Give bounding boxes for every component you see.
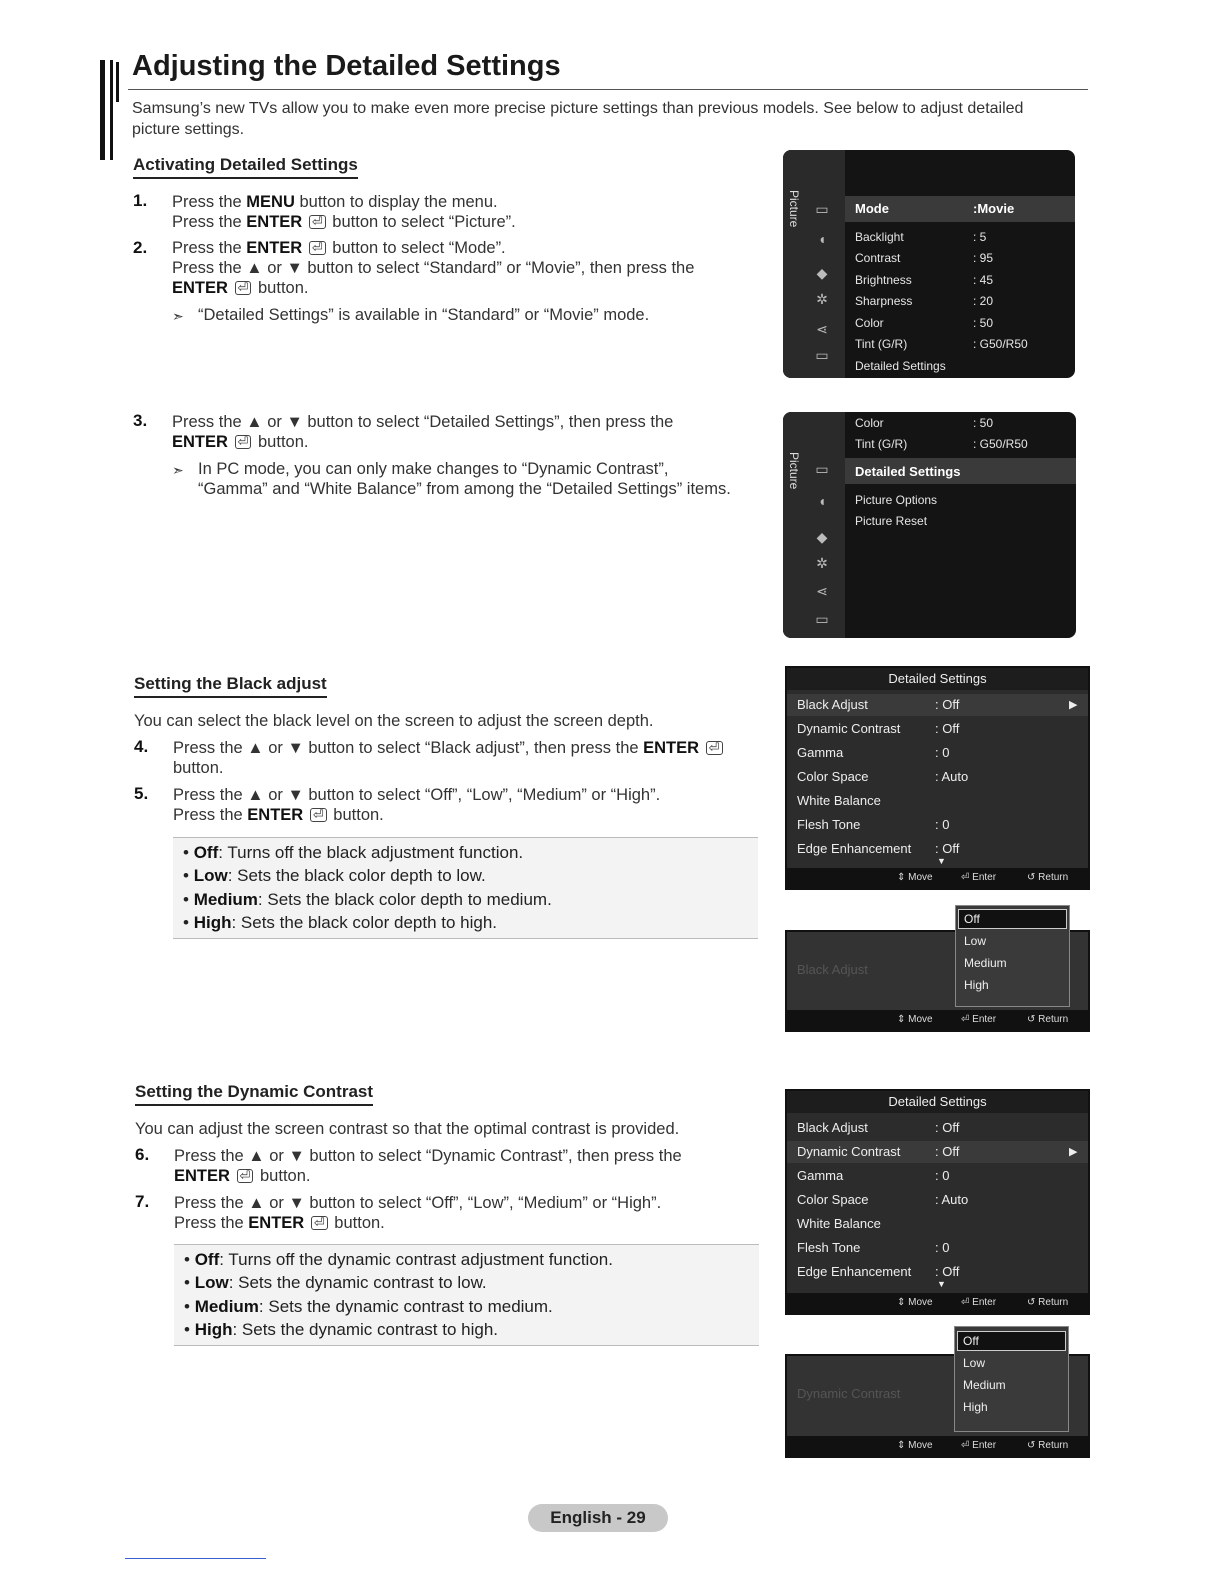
enter-icon: ⏎	[309, 215, 326, 229]
step-number: 2.	[133, 238, 148, 257]
note-detailed-available: “Detailed Settings” is available in “Standard” or “Movie” mode.	[198, 306, 650, 324]
sound-icon: ◖	[817, 493, 827, 509]
step1-line1: Press the MENU button to display the menu.	[172, 193, 498, 211]
detail-row-label[interactable]: Gamma	[797, 1168, 844, 1183]
option-dropdown[interactable]	[954, 1326, 1069, 1432]
menu-row-value: : 50	[973, 416, 994, 430]
faded-row-label: Black Adjust	[797, 962, 868, 977]
step7-line2: Press the ENTER ⏎ button.	[174, 1214, 385, 1232]
picture-menu-screenshot-1	[783, 150, 1075, 378]
menu-row-value: : G50/R50	[973, 337, 1028, 351]
detailed-settings-title: Detailed Settings	[787, 668, 1088, 690]
step5-line2: Press the ENTER ⏎ button.	[173, 806, 384, 824]
menu-row-label[interactable]: Color	[855, 416, 884, 430]
picture-icon: ▭	[815, 461, 829, 477]
enter-hint: ⏎ Enter	[961, 1014, 997, 1025]
picture-menu-screenshot-2	[783, 412, 1076, 638]
move-hint: ⇕ Move	[897, 1014, 933, 1025]
detail-row-label[interactable]: White Balance	[797, 1216, 881, 1231]
option-item[interactable]: Medium	[963, 1378, 1006, 1392]
step2-line2: Press the ▲ or ▼ button to select “Standard” or “Movie”, then press the	[172, 259, 695, 277]
step-number: 4.	[134, 737, 149, 756]
detail-row-value: : 0	[935, 1168, 950, 1183]
step4-line1: Press the ▲ or ▼ button to select “Black adjust”, then press the ENTER ⏎	[173, 738, 725, 758]
black-adjust-intro: You can select the black level on the screen to adjust the screen depth.	[134, 712, 654, 730]
menu-row-value: : 95	[973, 251, 994, 265]
detail-row-label[interactable]: Edge Enhancement	[797, 1264, 912, 1279]
detail-row-value: : 0	[935, 1240, 950, 1255]
page-number: English - 29	[528, 1504, 668, 1532]
detail-row-label[interactable]: Edge Enhancement	[797, 841, 912, 856]
detailed-settings-screenshot-2	[785, 1089, 1090, 1315]
enter-hint: ⏎ Enter	[961, 1297, 997, 1308]
bullet-item: • Off: Turns off the dynamic contrast adjustment function.	[184, 1250, 613, 1269]
detail-row-value: : Off	[935, 1264, 960, 1279]
input-icon: ⋖	[816, 583, 828, 599]
channel-icon: ◆	[816, 529, 828, 545]
return-hint: ↺ Return	[1027, 1440, 1069, 1451]
setup-icon: ✲	[816, 555, 828, 571]
detail-row-value: : Off	[935, 697, 960, 712]
detail-row-label[interactable]: Black Adjust	[797, 697, 868, 712]
detail-row-value: : Off	[935, 841, 960, 856]
menu-sidebar	[783, 412, 845, 638]
note-pc-mode-2: “Gamma” and “White Balance” from among the “Detailed Settings” items.	[198, 480, 731, 498]
menu-tab-label: Picture	[787, 190, 801, 228]
menu-row-label[interactable]: Mode	[855, 201, 889, 216]
step2-line3: ENTER ⏎ button.	[172, 279, 309, 297]
menu-row-label[interactable]: Sharpness	[855, 294, 913, 308]
option-item[interactable]: Low	[964, 934, 987, 948]
option-dropdown[interactable]	[955, 905, 1070, 1007]
return-hint: ↺ Return	[1027, 1297, 1069, 1308]
step6-line2: ENTER ⏎ button.	[174, 1167, 311, 1185]
detail-footer	[787, 868, 1088, 888]
step-number: 1.	[133, 191, 148, 210]
right-arrow-icon: ▶	[1069, 699, 1078, 711]
step2-line1: Press the ENTER ⏎ button to select “Mode”.	[172, 239, 506, 257]
detail-row-label[interactable]: Flesh Tone	[797, 1240, 861, 1255]
step7-line1: Press the ▲ or ▼ button to select “Off”, “Low”, “Medium” or “High”.	[174, 1194, 662, 1212]
detail-row-label[interactable]: Black Adjust	[797, 1120, 868, 1135]
bullet-item: • Medium: Sets the black color depth to medium.	[183, 890, 552, 909]
menu-row-label[interactable]: Tint (G/R)	[855, 337, 908, 351]
menu-sidebar	[783, 150, 845, 378]
step-number: 7.	[135, 1192, 150, 1211]
detail-row-label[interactable]: Dynamic Contrast	[797, 1144, 901, 1159]
step-number: 3.	[133, 411, 148, 430]
footer-line	[125, 1558, 266, 1559]
detail-row-label[interactable]: Gamma	[797, 745, 844, 760]
enter-icon: ⏎	[235, 435, 252, 449]
detail-footer	[787, 1293, 1088, 1313]
menu-row-value: : 5	[973, 230, 987, 244]
menu-row-label[interactable]: Brightness	[855, 273, 912, 287]
menu-row-label[interactable]: Color	[855, 316, 884, 330]
margin-bar-small	[116, 62, 119, 102]
enter-icon: ⏎	[311, 1216, 328, 1230]
scroll-down-icon: ▼	[937, 856, 946, 866]
option-item[interactable]: High	[964, 978, 989, 992]
bullet-item: • Low: Sets the black color depth to low.	[183, 866, 486, 885]
menu-row-value: : G50/R50	[973, 437, 1028, 451]
detail-row-value: : Auto	[935, 769, 969, 784]
menu-row-value: : 45	[973, 273, 994, 287]
page-title: Adjusting the Detailed Settings	[132, 50, 561, 82]
detail-row-label[interactable]: White Balance	[797, 793, 881, 808]
margin-bar-thin	[110, 60, 113, 160]
channel-icon: ◆	[816, 265, 828, 281]
margin-bar-thick	[100, 60, 105, 160]
bullet-item: • Medium: Sets the dynamic contrast to medium.	[184, 1297, 553, 1316]
detail-footer	[787, 1436, 1088, 1456]
picture-icon: ▭	[815, 201, 829, 217]
option-item[interactable]: Off	[963, 1334, 979, 1348]
menu-row-label[interactable]: Contrast	[855, 251, 901, 265]
detail-row-value: : 0	[935, 745, 950, 760]
enter-hint: ⏎ Enter	[961, 872, 997, 883]
enter-icon: ⏎	[706, 741, 723, 755]
step5-line1: Press the ▲ or ▼ button to select “Off”, “Low”, “Medium” or “High”.	[173, 786, 661, 804]
step6-line1: Press the ▲ or ▼ button to select “Dynamic Contrast”, then press the	[174, 1147, 682, 1165]
detail-row-value: : Auto	[935, 1192, 969, 1207]
detail-row-label[interactable]: Color Space	[797, 1192, 869, 1207]
right-arrow-icon: ▶	[1069, 1146, 1078, 1158]
option-item[interactable]: Low	[963, 1356, 986, 1370]
intro-text: Samsung’s new TVs allow you to make even more precise picture settings than previous models. See below to adjust detailed picture settings.	[132, 100, 1024, 138]
menu-row-label[interactable]: Picture Options	[855, 493, 938, 507]
return-hint: ↺ Return	[1027, 872, 1069, 883]
detailed-settings-screenshot-1	[785, 666, 1090, 890]
faded-row-label: Dynamic Contrast	[797, 1386, 901, 1401]
enter-icon: ⏎	[310, 808, 327, 822]
menu-tab-label: Picture	[787, 452, 801, 490]
application-icon: ▭	[815, 347, 829, 363]
menu-row-label[interactable]: Detailed Settings	[855, 359, 946, 373]
enter-hint: ⏎ Enter	[961, 1440, 997, 1451]
menu-row-label[interactable]: Detailed Settings	[855, 464, 961, 479]
application-icon: ▭	[815, 611, 829, 627]
detail-row-value: : Off	[935, 721, 960, 736]
step1-line2: Press the ENTER ⏎ button to select “Picture”.	[172, 213, 516, 231]
menu-row-label[interactable]: Tint (G/R)	[855, 437, 908, 451]
dynamic-contrast-intro: You can adjust the screen contrast so that the optimal contrast is provided.	[135, 1120, 680, 1138]
note-icon: ➣	[172, 462, 184, 478]
option-item[interactable]: High	[963, 1400, 988, 1414]
move-hint: ⇕ Move	[897, 1297, 933, 1308]
detailed-settings-title: Detailed Settings	[787, 1091, 1088, 1113]
option-item[interactable]: Medium	[964, 956, 1007, 970]
option-item[interactable]: Off	[964, 912, 980, 926]
dynamic-contrast-heading: Setting the Dynamic Contrast	[135, 1082, 373, 1106]
input-icon: ⋖	[816, 321, 828, 337]
bullet-item: • Off: Turns off the black adjustment function.	[183, 843, 524, 862]
menu-row-value: : 50	[973, 316, 994, 330]
bullet-item: • Low: Sets the dynamic contrast to low.	[184, 1273, 487, 1292]
return-hint: ↺ Return	[1027, 1014, 1069, 1025]
step3-line2: ENTER ⏎ button.	[172, 433, 309, 451]
step3-line1: Press the ▲ or ▼ button to select “Detailed Settings”, then press the	[172, 413, 674, 431]
step-number: 5.	[134, 784, 149, 803]
bullet-item: • High: Sets the dynamic contrast to high.	[184, 1320, 498, 1339]
detail-row-label[interactable]: Dynamic Contrast	[797, 721, 901, 736]
detail-row-value: : Off	[935, 1120, 960, 1135]
step4-line2: button.	[173, 759, 224, 777]
detail-row-label[interactable]: Flesh Tone	[797, 817, 861, 832]
detail-footer	[787, 1010, 1088, 1030]
sound-icon: ◖	[817, 231, 827, 247]
menu-row-label[interactable]: Backlight	[855, 230, 904, 244]
note-pc-mode-1: In PC mode, you can only make changes to “Dynamic Contrast”,	[198, 460, 669, 478]
step-number: 6.	[135, 1145, 150, 1164]
move-hint: ⇕ Move	[897, 1440, 933, 1451]
setup-icon: ✲	[816, 291, 828, 307]
scroll-down-icon: ▼	[937, 1279, 946, 1289]
enter-icon: ⏎	[309, 241, 326, 255]
note-icon: ➣	[172, 308, 184, 324]
enter-icon: ⏎	[235, 281, 252, 295]
menu-row-label[interactable]: Picture Reset	[855, 514, 928, 528]
activating-heading: Activating Detailed Settings	[133, 155, 358, 179]
move-hint: ⇕ Move	[897, 872, 933, 883]
detail-row-value: : Off	[935, 1144, 960, 1159]
detail-row-label[interactable]: Color Space	[797, 769, 869, 784]
black-adjust-heading: Setting the Black adjust	[134, 674, 327, 698]
menu-row-value: :Movie	[973, 201, 1015, 216]
menu-row-value: : 20	[973, 294, 994, 308]
bullet-item: • High: Sets the black color depth to high.	[183, 913, 498, 932]
enter-icon: ⏎	[237, 1169, 254, 1183]
detail-row-value: : 0	[935, 817, 950, 832]
title-rule	[128, 89, 1088, 90]
